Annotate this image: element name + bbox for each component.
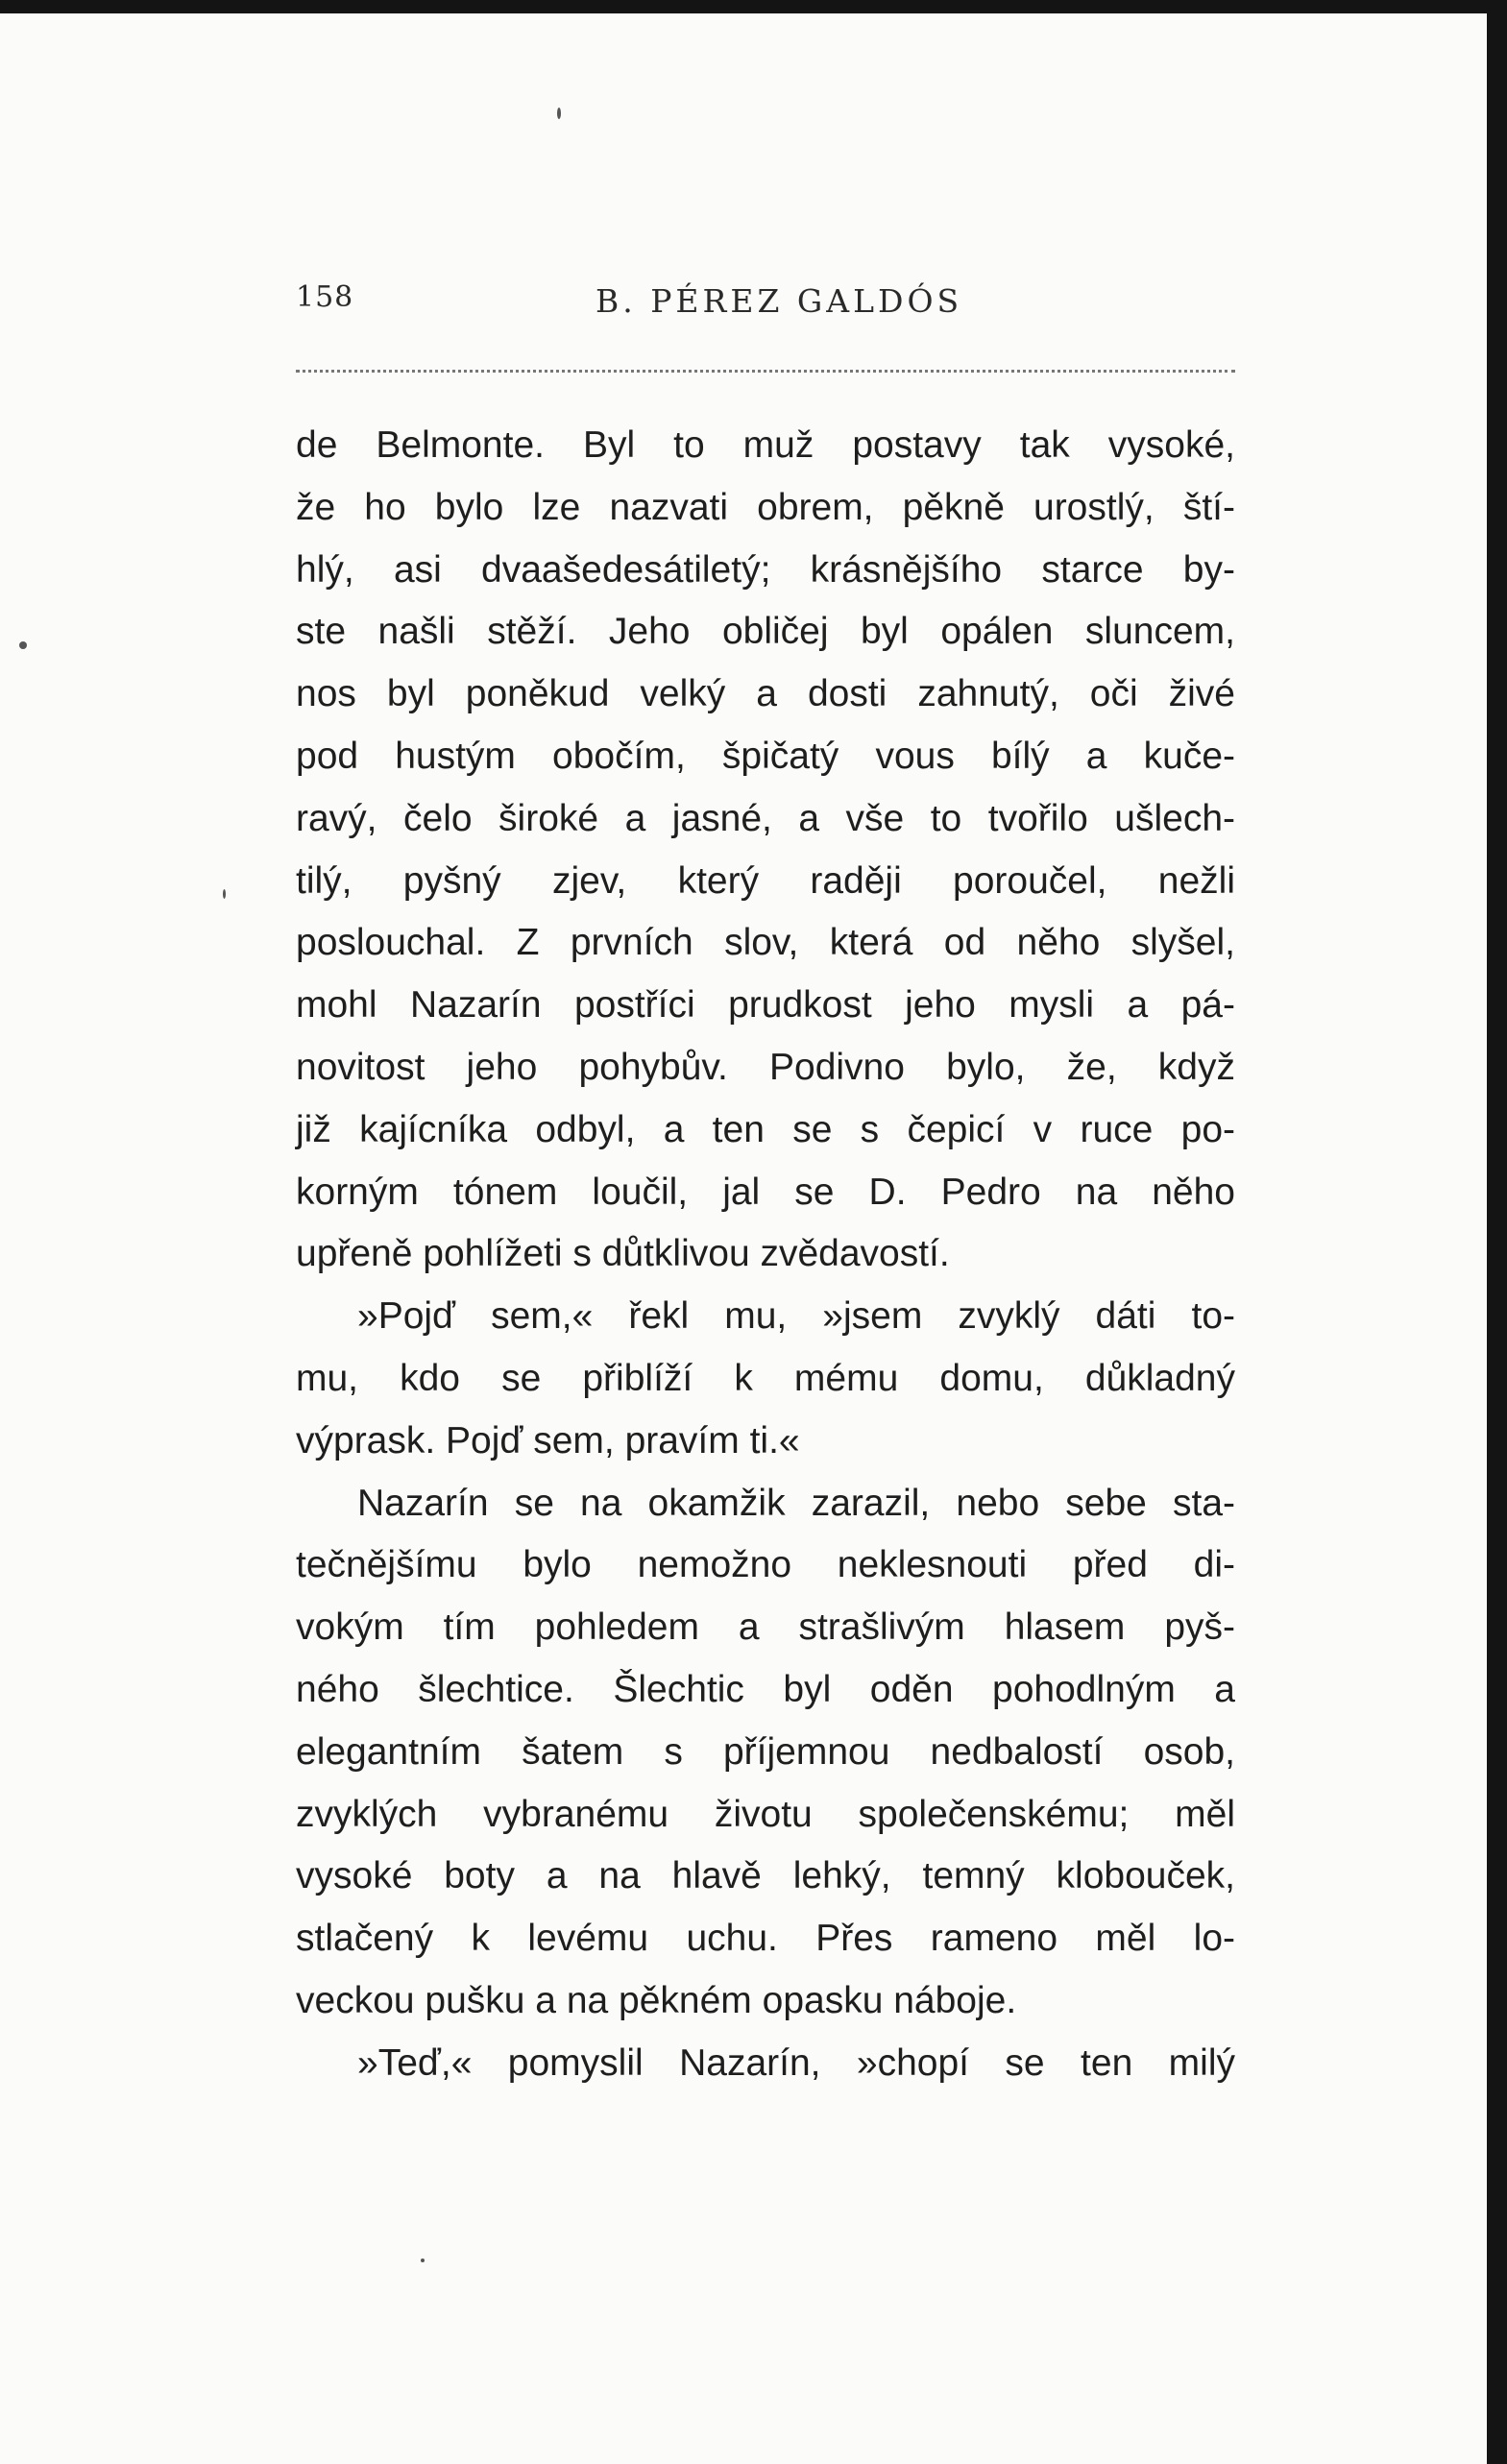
text-line: že ho bylo lze nazvati obrem, pěkně urostlý, ští- <box>296 486 1235 528</box>
text-line: již kajícníka odbyl, a ten se s čepicí v ruce po- <box>296 1108 1235 1150</box>
scan-speck <box>223 889 226 899</box>
text-line: ného šlechtice. Šlechtic byl oděn pohodlným a <box>296 1668 1235 1710</box>
text-line: vysoké boty a na hlavě lehký, temný klobouček, <box>296 1855 1235 1897</box>
body-text <box>296 415 1235 2095</box>
text-line: pod hustým obočím, špičatý vous bílý a kuče- <box>296 735 1235 777</box>
text-line: »Teď,« pomyslil Nazarín, »chopí se ten milý <box>357 2041 1235 2084</box>
paragraph <box>296 415 1235 1286</box>
text-line: upřeně pohlížeti s důtklivou zvědavostí. <box>296 1233 950 1275</box>
text-line: »Pojď sem,« řekl mu, »jsem zvyklý dáti to- <box>357 1295 1235 1338</box>
scan-speck <box>557 108 561 119</box>
text-line: elegantním šatem s příjemnou nedbalostí osob, <box>296 1730 1235 1773</box>
text-line: zvyklých vybranému životu společenskému; měl <box>296 1793 1235 1835</box>
scan-border-top <box>0 0 1507 13</box>
text-line: veckou pušku a na pěkném opasku náboje. <box>296 1979 1017 2021</box>
text-line: tilý, pyšný zjev, který raději poroučel, nežli <box>296 859 1235 902</box>
text-line: hlý, asi dvaašedesátiletý; krásnějšího starce by- <box>296 548 1235 591</box>
text-line: vokým tím pohledem a strašlivým hlasem pyš- <box>296 1606 1235 1649</box>
text-line: Nazarín se na okamžik zarazil, nebo sebe sta- <box>357 1482 1235 1524</box>
text-line: tečnějšímu bylo nemožno neklesnouti před di- <box>296 1544 1235 1586</box>
text-line: mu, kdo se přiblíží k mému domu, důkladný <box>296 1357 1235 1399</box>
scan-speck <box>19 641 27 649</box>
text-line: de Belmonte. Byl to muž postavy tak vysoké, <box>296 424 1235 466</box>
text-line: poslouchal. Z prvních slov, která od něho slyšel, <box>296 922 1235 964</box>
text-line: korným tónem loučil, jal se D. Pedro na něho <box>296 1171 1235 1213</box>
paragraph <box>296 1286 1235 1472</box>
text-line: novitost jeho pohybův. Podivno bylo, že, když <box>296 1046 1235 1088</box>
text-line: mohl Nazarín postříci prudkost jeho mysli a pá- <box>296 984 1235 1027</box>
text-line: nos byl poněkud velký a dosti zahnutý, oči živé <box>296 673 1235 715</box>
text-line: výprask. Pojď sem, pravím ti.« <box>296 1419 800 1461</box>
text-line: ravý, čelo široké a jasné, a vše to tvořilo ušlech- <box>296 797 1235 839</box>
scan-speck <box>421 2259 425 2262</box>
page-number: 158 <box>296 280 354 314</box>
running-head-author: B. PÉREZ GALDÓS <box>596 282 963 320</box>
paragraph <box>296 1473 1235 2033</box>
scan-border-right <box>1487 0 1507 2464</box>
text-line: stlačený k levému uchu. Přes rameno měl lo- <box>296 1918 1235 1960</box>
paragraph <box>296 2033 1235 2095</box>
text-line: ste našli stěží. Jeho obličej byl opálen sluncem, <box>296 611 1235 653</box>
running-head <box>296 280 1237 328</box>
header-dotted-rule <box>296 370 1235 373</box>
